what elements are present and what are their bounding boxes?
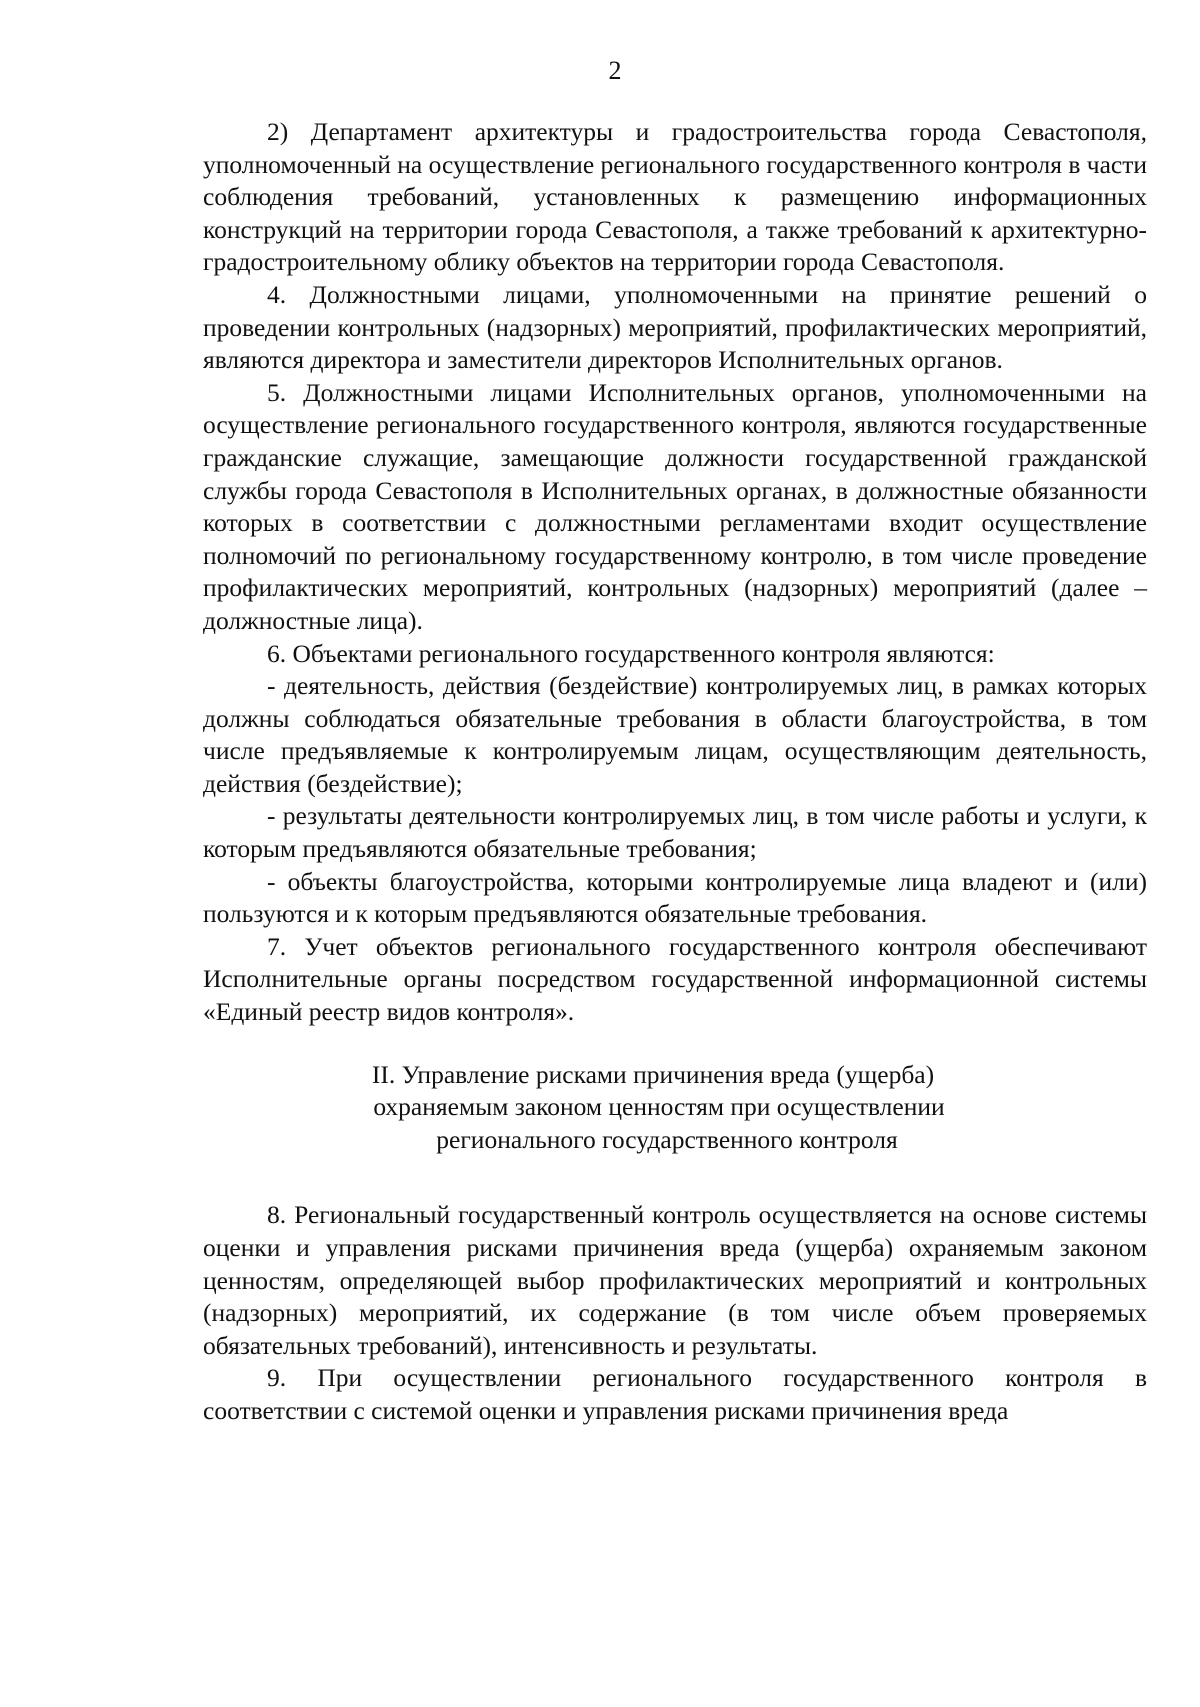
page-number: 2 — [608, 56, 622, 85]
paragraph-item-6-bullet-2: - результаты деятельности контролируемых лиц, в том числе работы и услуги, к которым предъявляются обязательные требования; — [203, 801, 1147, 864]
section-heading-line-3: регионального государственного контроля — [436, 1124, 898, 1154]
paragraph-item-7: 7. Учет объектов регионального государственного контроля обеспечивают Исполнительные органы посредством государственной информационной системы «Единый реестр видов контроля». — [203, 931, 1147, 1027]
paragraph-item-6-bullet-1: - деятельность, действия (бездействие) контролируемых лиц, в рамках которых должны соблюдаться обязательные требования в области благоустройства, в том числе предъявляемые к контролируемым лицам, осуществляющим деятельность, действия (бездействие); — [203, 671, 1147, 798]
paragraph-item-6-bullet-3: - объекты благоустройства, которыми контролируемые лица владеют и (или) пользуются и к которым предъявляются обязательные требования. — [203, 866, 1147, 929]
paragraph-item-6: 6. Объектами регионального государственного контроля являются: — [267, 638, 995, 668]
paragraph-item-4: 4. Должностными лицами, уполномоченными на принятие решений о проведении контрольных (надзорных) мероприятий, профилактических мероприятий, являются директора и заместители директоров Исполнительных органов. — [203, 279, 1147, 375]
paragraph-item-9: 9. При осуществлении регионального государственного контроля в соответствии с системой оценки и управления рисками причинения вреда — [203, 1363, 1147, 1425]
section-heading-line-2: охраняемым законом ценностям при осуществлении — [373, 1092, 945, 1122]
paragraph-item-5: 5. Должностными лицами Исполнительных органов, уполномоченными на осуществление регионального государственного контроля, являются государственные гражданские служащие, замещающие должности государственной гражданской службы города Севастополя в Исполнительных органах, в должностные обязанности которых в соответствии с должностными регламентами входит осуществление полномочий по региональному государственному контролю, в том числе проведение профилактических мероприятий, контрольных (надзорных) мероприятий (далее – должностные лица). — [203, 377, 1147, 635]
section-heading — [203, 1059, 1147, 1157]
paragraph-item-8: 8. Региональный государственный контроль осуществляется на основе системы оценки и управления рисками причинения вреда (ущерба) охраняемым законом ценностям, определяющей выбор профилактических мероприятий и контрольных (надзорных) мероприятий, их содержание (в том числе объем проверяемых обязательных требований), интенсивность и результаты. — [203, 1200, 1147, 1360]
section-heading-line-1: II. Управление рисками причинения вреда (ущерба) — [371, 1059, 935, 1089]
document-body — [203, 116, 1147, 1428]
paragraph-item-2-department: 2) Департамент архитектуры и градостроительства города Севастополя, уполномоченный на осуществление регионального государственного контроля в части соблюдения требований, установленных к размещению информационных конструкций на территории города Севастополя, а также требований к архитектурно-градостроительному облику объектов на территории города Севастополя. — [203, 117, 1147, 277]
